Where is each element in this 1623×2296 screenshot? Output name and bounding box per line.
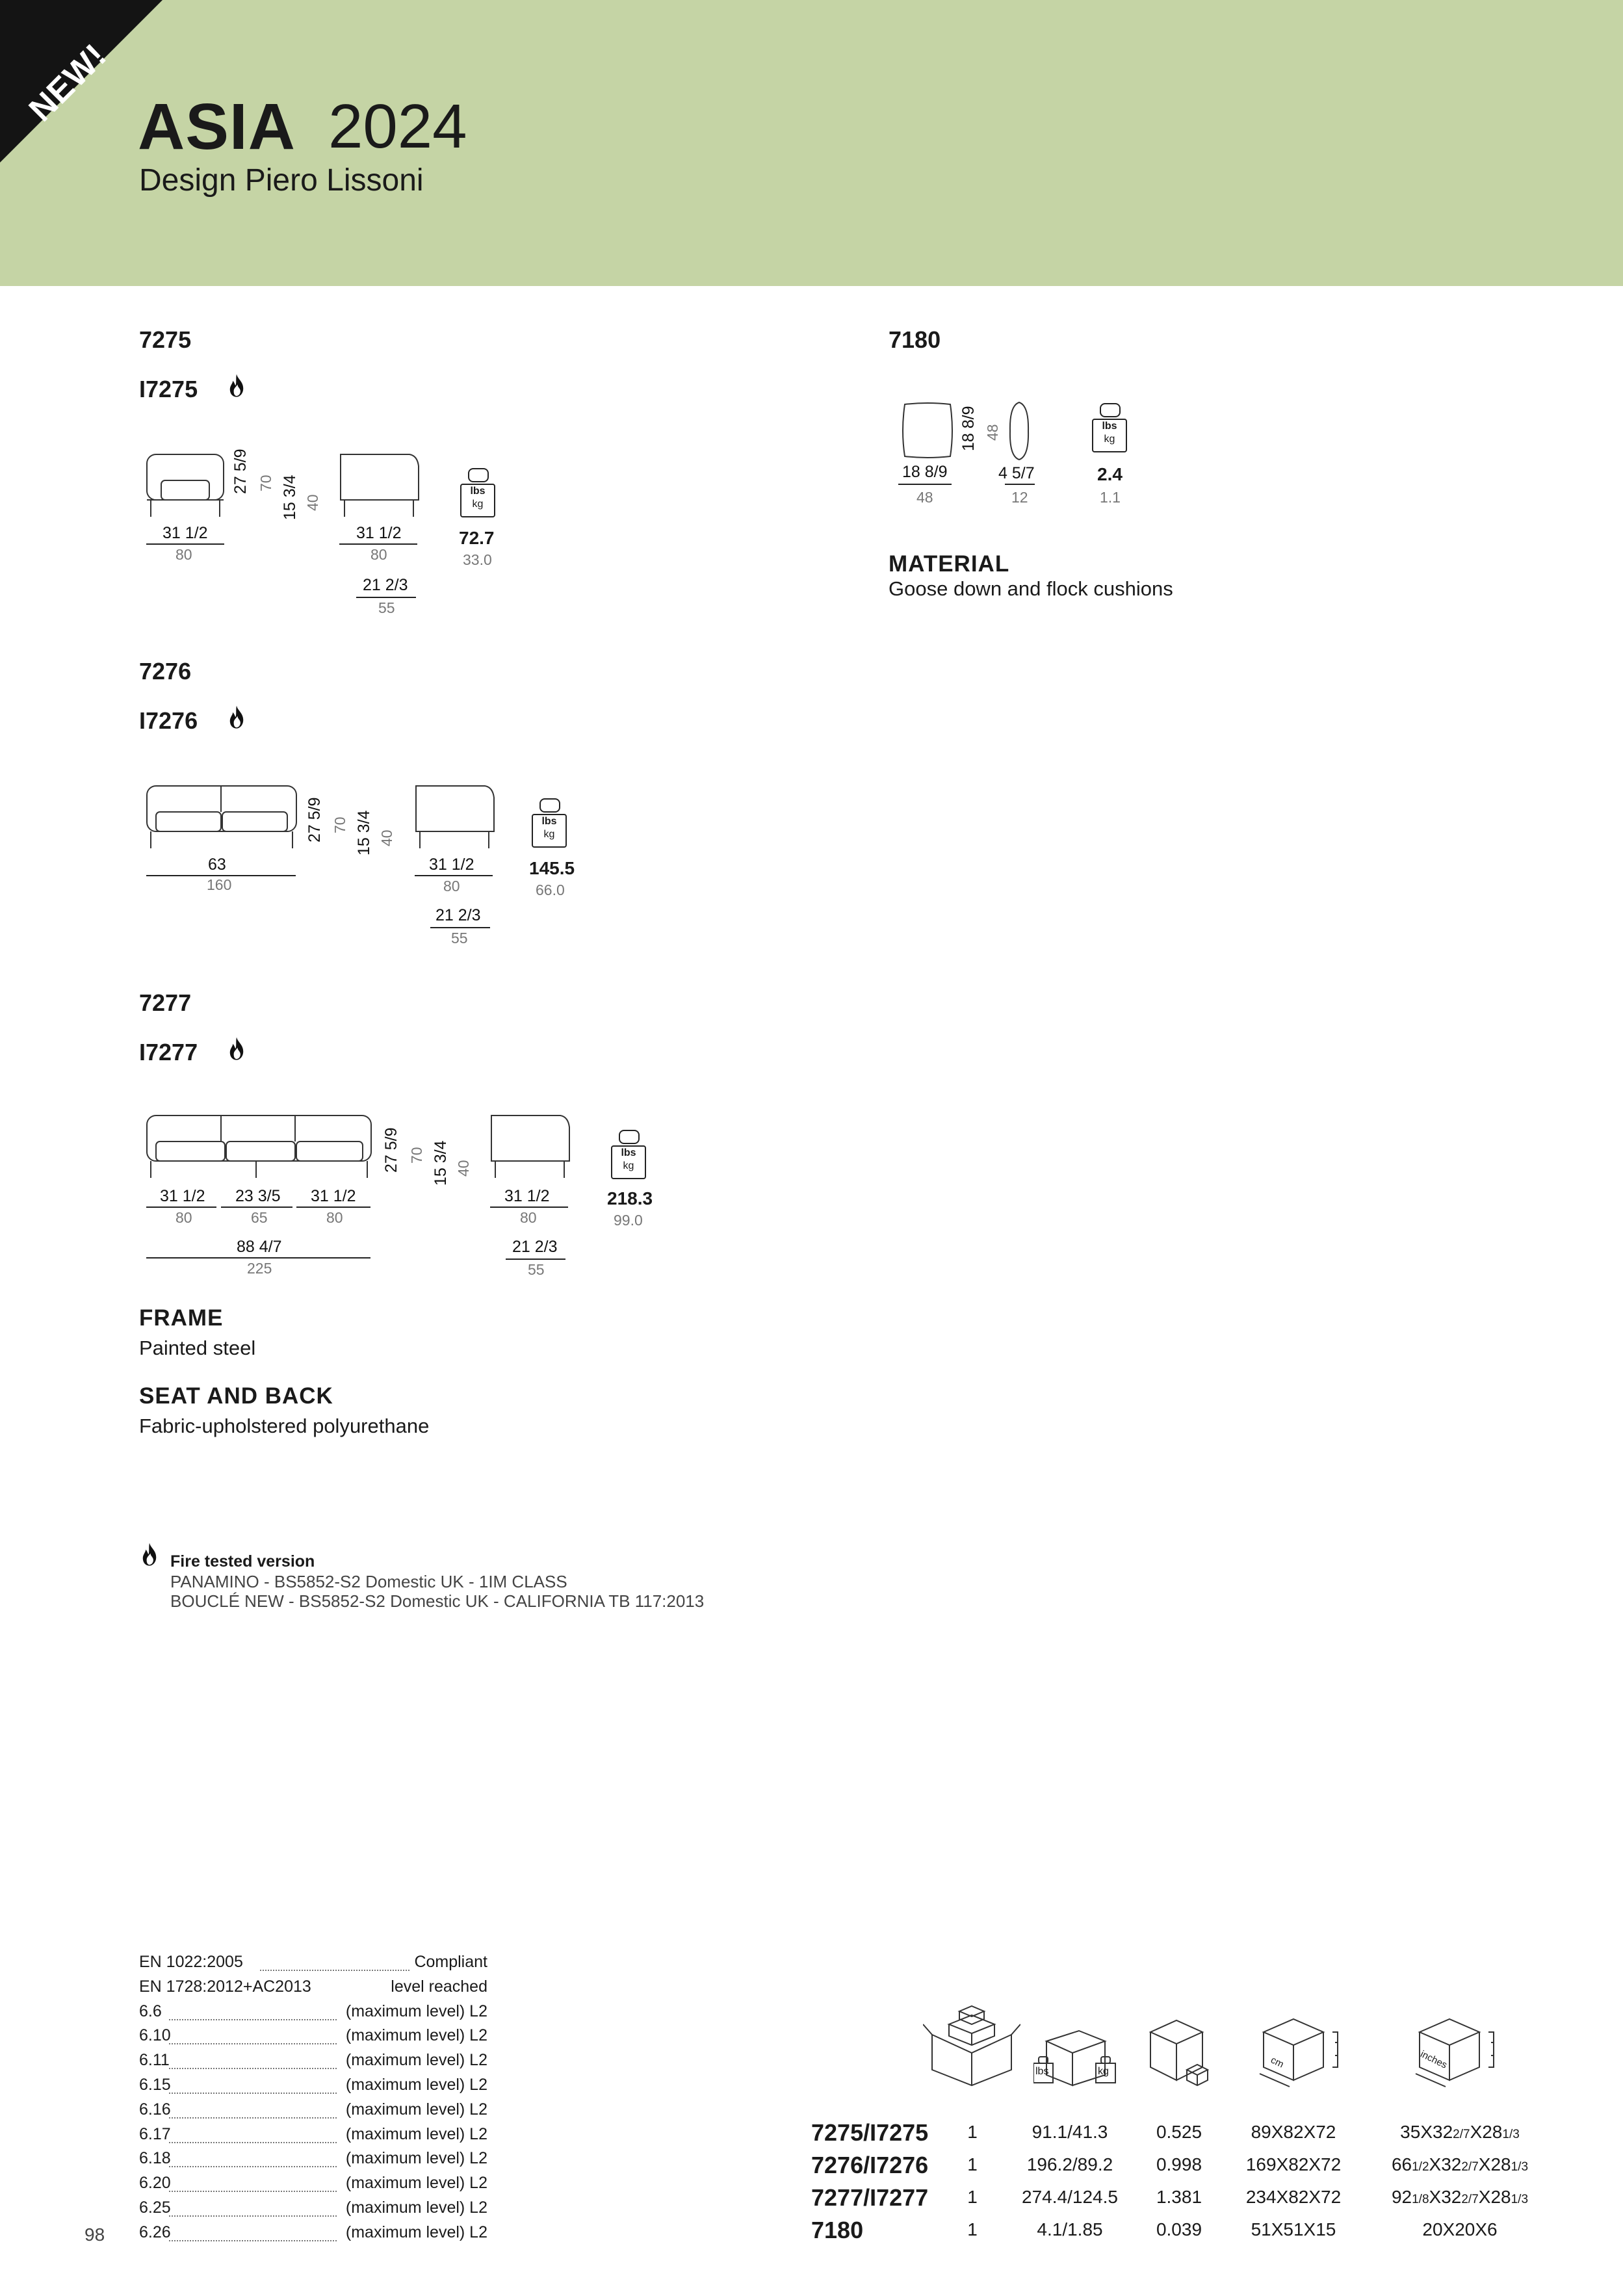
package-inches-cell: 921/8X322/7X281/3 [1391, 2187, 1529, 2207]
standard-value: (maximum level) L2 [345, 2125, 487, 2143]
weight-kg: 66.0 [536, 881, 565, 898]
package-volume-cell: 0.525 [1156, 2122, 1202, 2142]
seat-height-cm: 40 [304, 494, 321, 511]
fire-product-code: I7275 [139, 376, 198, 402]
dotted-leader [169, 2191, 337, 2192]
dotted-leader [169, 2019, 337, 2020]
cushion-front-sketch [898, 402, 957, 460]
dim-line [221, 1207, 292, 1208]
sofa-2-front-sketch [144, 783, 300, 855]
dim-line [146, 1207, 216, 1208]
dim-line [356, 597, 416, 598]
fire-product-code: I7276 [139, 707, 198, 734]
flame-icon [225, 705, 248, 729]
width-inches: 63 [208, 855, 226, 874]
standard-label: 6.26 [139, 2223, 171, 2241]
module-inches: 31 1/2 [311, 1187, 356, 1205]
package-volume-cell: 1.381 [1156, 2187, 1202, 2207]
package-cm-cell: 51X51X15 [1251, 2219, 1336, 2239]
standard-label: 6.15 [139, 2076, 171, 2094]
module-inches: 23 3/5 [235, 1187, 281, 1205]
package-cm-cell: 89X82X72 [1251, 2122, 1336, 2142]
weight-icon-knob [539, 798, 560, 813]
standard-label: 6.10 [139, 2026, 171, 2044]
weight-icon: lbs kg [1092, 419, 1127, 452]
dim-line [296, 1207, 370, 1208]
standard-label: 6.25 [139, 2198, 171, 2217]
standard-label: 6.16 [139, 2100, 171, 2119]
dotted-leader [260, 1970, 409, 1971]
package-inches-cell: 35X322/7X281/3 [1400, 2122, 1520, 2142]
package-boxes-cell: 1 [967, 2122, 978, 2142]
page-number: 98 [84, 2224, 105, 2245]
cushion-width-inches: 18 8/9 [902, 463, 948, 481]
seat-depth-cm: 55 [528, 1261, 545, 1278]
dim-line [490, 1207, 568, 1208]
height-cm: 70 [408, 1147, 425, 1164]
dim-line [146, 543, 224, 545]
module-cm: 80 [326, 1209, 343, 1226]
standard-value: (maximum level) L2 [345, 2051, 487, 2069]
new-badge-label: NEW! [21, 36, 114, 129]
dotted-leader [169, 2215, 337, 2217]
package-weight-cell: 196.2/89.2 [1026, 2154, 1113, 2174]
product-title: ASIA [138, 90, 296, 163]
weight-lbs: 145.5 [529, 858, 575, 878]
standard-value: (maximum level) L2 [345, 2223, 487, 2241]
cushion-height-cm: 48 [984, 424, 1001, 441]
height-inches: 27 5/9 [382, 1127, 400, 1173]
depth-cm: 80 [520, 1209, 537, 1226]
dim-line [506, 1259, 565, 1260]
dotted-leader [169, 2166, 337, 2167]
height-inches: 27 5/9 [305, 797, 324, 842]
module-cm: 65 [251, 1209, 268, 1226]
package-volume-cell: 0.998 [1156, 2154, 1202, 2174]
seat-back-heading: SEAT AND BACK [139, 1383, 333, 1409]
cushion-thickness-cm: 12 [1011, 489, 1028, 506]
package-product-code: 7276/I7276 [811, 2152, 929, 2178]
package-cm-label: cm [1269, 2054, 1286, 2070]
width-cm: 225 [247, 1260, 272, 1277]
weight-icon: lbs kg [611, 1145, 646, 1179]
fire-note-line: BOUCLÉ NEW - BS5852-S2 Domestic UK - CALIFORNIA TB 117:2013 [170, 1591, 705, 1611]
package-product-code: 7275/I7275 [811, 2119, 929, 2146]
cushion-weight-lbs: 2.4 [1097, 464, 1123, 484]
seat-height-cm: 40 [378, 829, 395, 846]
frame-heading: FRAME [139, 1305, 224, 1331]
package-boxes-cell: 1 [967, 2187, 978, 2207]
dim-line [339, 543, 417, 545]
height-cm: 70 [257, 475, 274, 491]
dotted-leader [169, 2093, 337, 2094]
package-inches-cell: 661/2X322/7X281/3 [1391, 2154, 1529, 2174]
cushion-weight-kg: 1.1 [1100, 489, 1121, 506]
dotted-leader [169, 2068, 337, 2069]
dotted-leader [169, 2240, 337, 2241]
package-count-icon [923, 2002, 1020, 2087]
package-boxes-cell: 1 [967, 2219, 978, 2239]
dotted-leader [169, 2043, 337, 2044]
dotted-leader [169, 2142, 337, 2143]
standard-label: EN 1728:2012+AC2013 [139, 1977, 311, 1996]
weight-icon-knob [468, 468, 489, 482]
cushion-height-inches: 18 8/9 [959, 406, 978, 451]
weight-lbs: 218.3 [607, 1188, 653, 1208]
standard-value: (maximum level) L2 [345, 2002, 487, 2020]
dotted-leader [169, 2117, 337, 2119]
module-cm: 80 [175, 1209, 192, 1226]
standard-value: Compliant [414, 1953, 487, 1971]
package-cm-dimensions-icon [1254, 2013, 1358, 2091]
armchair-side-sketch [338, 452, 422, 523]
product-code: 7276 [139, 658, 192, 685]
sofa-3-front-sketch [144, 1113, 378, 1184]
package-volume-icon [1144, 2013, 1222, 2091]
seat-depth-inches: 21 2/3 [435, 906, 481, 924]
weight-icon-knob [619, 1130, 640, 1144]
frame-text: Painted steel [139, 1337, 256, 1359]
standard-value: (maximum level) L2 [345, 2100, 487, 2119]
seat-height-inches: 15 3/4 [281, 475, 299, 520]
package-weight-cell: 91.1/41.3 [1032, 2122, 1108, 2142]
width-inches: 31 1/2 [162, 524, 208, 542]
material-heading: MATERIAL [889, 551, 1010, 577]
armchair-front-sketch [144, 452, 229, 523]
fire-note-line: PANAMINO - BS5852-S2 Domestic UK - 1IM CLASS [170, 1572, 567, 1591]
standard-label: EN 1022:2005 [139, 1953, 243, 1971]
standard-value: (maximum level) L2 [345, 2174, 487, 2192]
dim-line [415, 875, 493, 876]
cushion-thickness-inches: 4 5/7 [998, 464, 1035, 482]
dim-line [430, 927, 490, 928]
package-cm-cell: 234X82X72 [1245, 2187, 1342, 2207]
seat-depth-inches: 21 2/3 [363, 576, 408, 594]
depth-inches: 31 1/2 [429, 855, 474, 874]
seat-back-text: Fabric-upholstered polyurethane [139, 1415, 430, 1437]
material-text: Goose down and flock cushions [889, 577, 1173, 600]
standard-value: (maximum level) L2 [345, 2076, 487, 2094]
weight-kg: 99.0 [614, 1212, 643, 1229]
weight-lbs: 72.7 [459, 528, 495, 548]
fire-note-title: Fire tested version [170, 1552, 315, 1571]
width-inches: 88 4/7 [237, 1238, 282, 1256]
seat-height-inches: 15 3/4 [432, 1140, 450, 1186]
flame-icon [138, 1542, 161, 1567]
cushion-code: 7180 [889, 326, 941, 353]
package-inches-label: inches [1418, 2048, 1449, 2071]
product-code: 7275 [139, 326, 192, 353]
height-inches: 27 5/9 [231, 449, 250, 494]
standard-label: 6.20 [139, 2174, 171, 2192]
package-boxes-cell: 1 [967, 2154, 978, 2174]
cushion-width-cm: 48 [916, 489, 933, 506]
package-product-code: 7277/I7277 [811, 2184, 929, 2211]
fire-product-code: I7277 [139, 1039, 198, 1065]
standard-label: 6.11 [139, 2051, 170, 2069]
standard-label: 6.6 [139, 2002, 162, 2020]
package-weight-cell: 274.4/124.5 [1022, 2187, 1118, 2207]
sofa-3-side-sketch [489, 1113, 573, 1184]
weight-icon-knob [1100, 403, 1121, 417]
standard-label: 6.18 [139, 2149, 171, 2167]
height-cm: 70 [331, 816, 348, 833]
seat-depth-inches: 21 2/3 [512, 1238, 558, 1256]
depth-cm: 80 [370, 546, 387, 563]
dim-line [146, 1257, 370, 1259]
width-cm: 80 [175, 546, 192, 563]
weight-kg: 33.0 [463, 551, 492, 568]
seat-depth-cm: 55 [378, 599, 395, 616]
flame-icon [225, 373, 248, 398]
standard-value: (maximum level) L2 [345, 2198, 487, 2217]
package-volume-cell: 0.039 [1156, 2219, 1202, 2239]
package-product-code: 7180 [811, 2217, 864, 2243]
sofa-2-side-sketch [413, 783, 498, 855]
dim-line [1005, 484, 1035, 485]
package-lbs-label: lbs [1035, 2066, 1049, 2077]
package-inches-cell: 20X20X6 [1422, 2219, 1498, 2239]
standard-value: (maximum level) L2 [345, 2026, 487, 2044]
cushion-side-sketch [1007, 400, 1031, 462]
product-year: 2024 [328, 92, 467, 161]
product-code: 7277 [139, 989, 192, 1016]
package-weight-cell: 4.1/1.85 [1037, 2219, 1103, 2239]
package-cm-cell: 169X82X72 [1245, 2154, 1342, 2174]
depth-cm: 80 [443, 878, 460, 894]
weight-icon: lbs kg [460, 484, 495, 517]
seat-height-cm: 40 [455, 1160, 472, 1177]
width-cm: 160 [207, 876, 232, 893]
package-kg-label: kg [1098, 2066, 1109, 2077]
flame-icon [225, 1036, 248, 1061]
weight-icon: lbs kg [532, 814, 567, 848]
standard-value: level reached [391, 1977, 487, 1996]
module-inches: 31 1/2 [160, 1187, 205, 1205]
designer-credit: Design Piero Lissoni [139, 163, 424, 198]
dim-line [898, 484, 952, 485]
standard-value: (maximum level) L2 [345, 2149, 487, 2167]
standard-label: 6.17 [139, 2125, 171, 2143]
depth-inches: 31 1/2 [504, 1187, 550, 1205]
seat-height-inches: 15 3/4 [355, 810, 373, 855]
seat-depth-cm: 55 [451, 930, 468, 946]
depth-inches: 31 1/2 [356, 524, 402, 542]
